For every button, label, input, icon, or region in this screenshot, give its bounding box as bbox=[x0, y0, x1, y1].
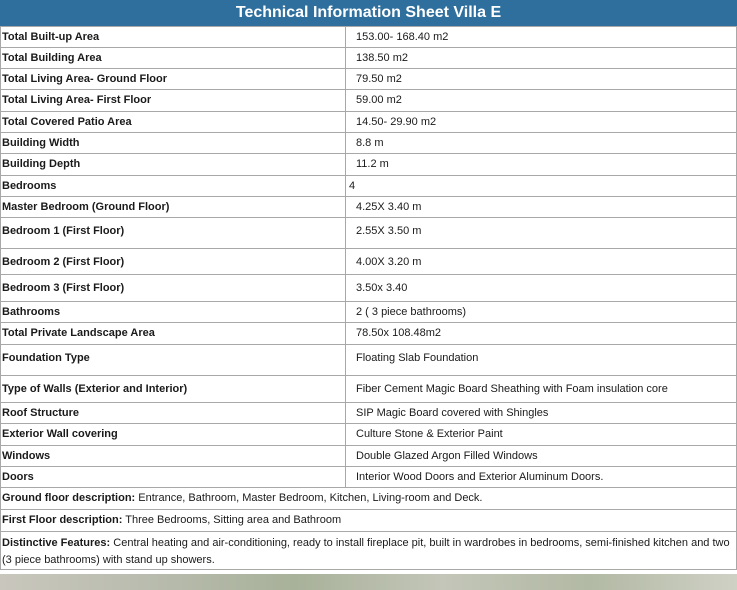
spec-label: Total Living Area- First Floor bbox=[1, 90, 346, 112]
spec-label: Doors bbox=[1, 467, 346, 488]
spec-label: Type of Walls (Exterior and Interior) bbox=[1, 376, 346, 403]
spec-value: Interior Wood Doors and Exterior Aluminum Doors. bbox=[346, 467, 737, 488]
spec-row bbox=[1, 323, 737, 345]
description-row bbox=[1, 532, 737, 570]
spec-label: Total Living Area- Ground Floor bbox=[1, 69, 346, 90]
spec-value: 59.00 m2 bbox=[346, 90, 737, 112]
spec-label: Bathrooms bbox=[1, 302, 346, 323]
description-label: Ground floor description: bbox=[2, 492, 136, 504]
spec-value: 4 bbox=[346, 176, 737, 197]
spec-label: Roof Structure bbox=[1, 403, 346, 424]
background-photo-strip bbox=[0, 574, 737, 590]
spec-label: Total Covered Patio Area bbox=[1, 112, 346, 133]
spec-label: Total Private Landscape Area bbox=[1, 323, 346, 345]
spec-value: 4.25X 3.40 m bbox=[346, 197, 737, 218]
description-label: First Floor description: bbox=[2, 514, 123, 526]
description-cell bbox=[1, 532, 737, 570]
spec-value: SIP Magic Board covered with Shingles bbox=[346, 403, 737, 424]
spec-label: Bedroom 2 (First Floor) bbox=[1, 249, 346, 275]
spec-value: Fiber Cement Magic Board Sheathing with Foam insulation core bbox=[346, 376, 737, 403]
description-row bbox=[1, 488, 737, 510]
spec-value: 2 ( 3 piece bathrooms) bbox=[346, 302, 737, 323]
spec-row bbox=[1, 133, 737, 154]
spec-row bbox=[1, 197, 737, 218]
spec-label: Foundation Type bbox=[1, 345, 346, 376]
spec-row bbox=[1, 446, 737, 467]
spec-value: 138.50 m2 bbox=[346, 48, 737, 69]
spec-row bbox=[1, 467, 737, 488]
spec-row bbox=[1, 176, 737, 197]
spec-row bbox=[1, 302, 737, 323]
spec-value: 79.50 m2 bbox=[346, 69, 737, 90]
spec-label: Total Built-up Area bbox=[1, 27, 346, 48]
spec-row bbox=[1, 249, 737, 275]
spec-value: 4.00X 3.20 m bbox=[346, 249, 737, 275]
spec-table bbox=[0, 26, 737, 570]
spec-row bbox=[1, 275, 737, 302]
spec-value: Floating Slab Foundation bbox=[346, 345, 737, 376]
spec-row bbox=[1, 424, 737, 446]
spec-value: 78.50x 108.48m2 bbox=[346, 323, 737, 345]
spec-row bbox=[1, 154, 737, 176]
spec-label: Building Width bbox=[1, 133, 346, 154]
sheet-title: Technical Information Sheet Villa E bbox=[0, 0, 737, 26]
description-text: Central heating and air-conditioning, ready to install fireplace pit, built in wardrobes in bedrooms, semi-finished kitchen and two (3 piece bathrooms) with stand up showers. bbox=[2, 537, 730, 566]
spec-row bbox=[1, 345, 737, 376]
spec-value: 8.8 m bbox=[346, 133, 737, 154]
spec-value: Culture Stone & Exterior Paint bbox=[346, 424, 737, 446]
spec-label: Building Depth bbox=[1, 154, 346, 176]
spec-label: Bedroom 3 (First Floor) bbox=[1, 275, 346, 302]
spec-value: 11.2 m bbox=[346, 154, 737, 176]
spec-row bbox=[1, 218, 737, 249]
spec-label: Master Bedroom (Ground Floor) bbox=[1, 197, 346, 218]
spec-label: Bedrooms bbox=[1, 176, 346, 197]
spec-value: 3.50x 3.40 bbox=[346, 275, 737, 302]
spec-label: Windows bbox=[1, 446, 346, 467]
spec-label: Total Building Area bbox=[1, 48, 346, 69]
spec-row bbox=[1, 376, 737, 403]
description-text: Three Bedrooms, Sitting area and Bathroom bbox=[125, 514, 342, 526]
spec-row bbox=[1, 403, 737, 424]
description-cell bbox=[1, 488, 737, 510]
spec-label: Exterior Wall covering bbox=[1, 424, 346, 446]
description-label: Distinctive Features: bbox=[2, 537, 111, 549]
description-text: Entrance, Bathroom, Master Bedroom, Kitchen, Living-room and Deck. bbox=[138, 492, 483, 504]
spec-value: 14.50- 29.90 m2 bbox=[346, 112, 737, 133]
spec-row bbox=[1, 69, 737, 90]
spec-row bbox=[1, 112, 737, 133]
spec-row bbox=[1, 27, 737, 48]
spec-value: Double Glazed Argon Filled Windows bbox=[346, 446, 737, 467]
spec-value: 153.00- 168.40 m2 bbox=[346, 27, 737, 48]
spec-row bbox=[1, 90, 737, 112]
spec-label: Bedroom 1 (First Floor) bbox=[1, 218, 346, 249]
spec-value: 2.55X 3.50 m bbox=[346, 218, 737, 249]
spec-row bbox=[1, 48, 737, 69]
description-row bbox=[1, 510, 737, 532]
description-cell bbox=[1, 510, 737, 532]
